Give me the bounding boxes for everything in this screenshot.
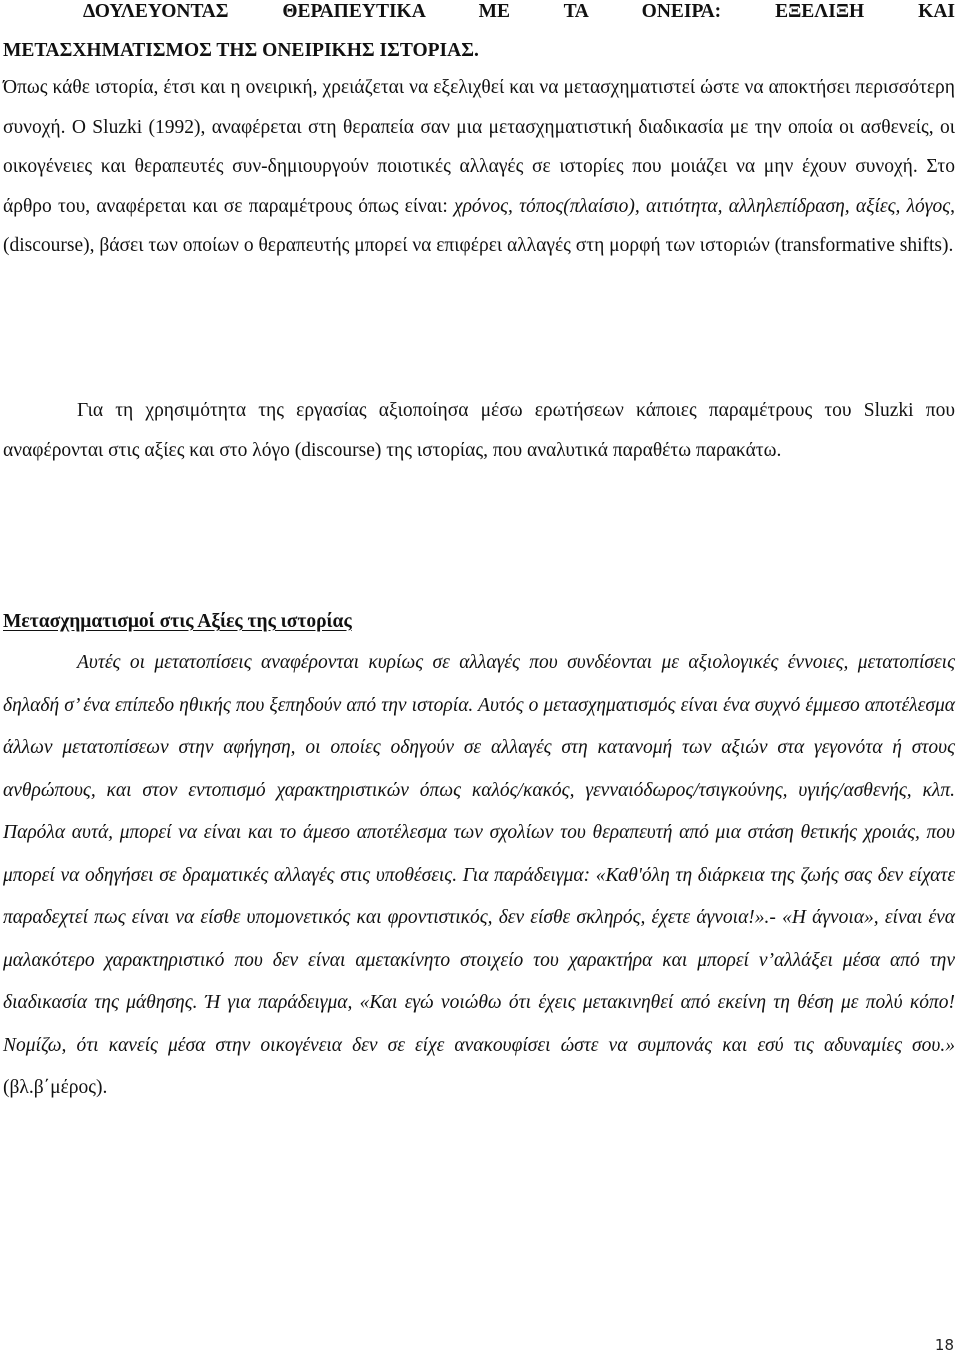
intro-text-end: , (discourse), βάσει των οποίων ο θεραπευτής μπορεί να επιφέρει αλλαγές στη μορφή των ιστοριών (transformative shifts). <box>3 195 955 257</box>
section-title <box>3 602 955 642</box>
intro-text-start: Όπως κάθε ιστορία, έτσι και η ονειρική, χρειάζεται να εξελιχθεί και να μετασχηματιστεί ώστε να αποκτήσει περισσότερη συνοχή. Ο Sluzki (1992), αναφέρεται στη θεραπεία σαν μια μετασχηματιστική διαδικασία με την οποία οι ασθενείς, οι οικογένειες και θεραπευτές συν-δημιουργούν ποιοτικές αλλαγές σε ιστορίες που μοιάζει να μην έχουν συνοχή. Στο άρθρο του, αναφέρεται και σε παραμέτρους όπως είναι: <box>3 77 955 217</box>
section-title-text: Μετασχηματισμοί στις Αξίες της ιστορίας <box>3 611 352 632</box>
intro-paragraph <box>3 68 955 266</box>
page-number: 18 <box>934 1336 954 1354</box>
chapter-heading-line-1: ΔΟΥΛΕΥΟΝΤΑΣ ΘΕΡΑΠΕΥΤΙΚΑ ΜΕ ΤΑ ΟΝΕΙΡΑ: ΕΞΕΛΙΞΗ ΚΑΙ <box>83 1 955 22</box>
values-paragraph <box>3 642 955 1110</box>
values-paragraph-reference: (βλ.β΄μέρος). <box>3 1077 108 1098</box>
intro-parameters-italic: χρόνος, τόπος(πλαίσιο), αιτιότητα, αλληλεπίδραση, αξίες, λόγος <box>453 195 951 217</box>
chapter-heading <box>3 0 955 68</box>
values-paragraph-italic: Αυτές οι μετατοπίσεις αναφέρονται κυρίως σε αλλαγές που συνδέονται με αξιολογικές έννοιες, μετατοπίσεις δηλαδή σ’ ένα επίπεδο ηθικής που ξεπηδούν από την ιστορία. Αυτός ο μετασχηματισμός είναι ένα συχνό έμμεσο αποτέλεσμα άλλων μετατοπίσεων στην αφήγηση, οι οποίες οδηγούν σε αλλαγές στη κατανομή των αξιών στα γεγονότα ή στους ανθρώπους, και στον εντοπισμό χαρακτηριστικών όπως καλός/κακός, γενναιόδωρος/τσιγκούνης, υγιής/ασθενής, κλπ. Παρόλα αυτά, μπορεί να είναι και το άμεσο αποτέλεσμα των σχολίων του θεραπευτή από μια στάση θετικής χροιάς, που μπορεί να οδηγήσει σε δραματικές αλλαγές στις υποθέσεις. Για παράδειγμα: «Καθ'όλη τη διάρκεια της ζωής σας δεν είχατε παραδεχτεί πως είναι να είσθε υπομονετικός και φροντιστικός, δεν είσθε σκληρός, έχετε άγνοια!».- «Η άγνοια», είναι ένα μαλακότερο χαρακτηριστικό που δεν είναι αμετακίνητο στοιχείο του χαρακτήρα και μπορεί ν’αλλάξει μέσα από την διαδικασία της μάθησης. Ή για παράδειγμα, «Και εγώ νοιώθω ότι έχεις μετακινηθεί από εκείνη τη θέση με πολύ κόπο! Νομίζω, ότι κανείς μέσα στην οικογένεια δεν σε είχε ανακουφίσει ώστε να συμπονάς και εσύ τις αδυναμίες σου.» <box>3 652 955 1056</box>
chapter-heading-line-2: ΜΕΤΑΣΧΗΜΑΤΙΣΜΟΣ ΤΗΣ ΟΝΕΙΡΙΚΗΣ ΙΣΤΟΡΙΑΣ. <box>3 40 479 61</box>
usage-paragraph: Για τη χρησιμότητα της εργασίας αξιοποίησα μέσω ερωτήσεων κάποιες παραμέτρους του Sluzki που αναφέρονται στις αξίες και στο λόγο (discourse) της ιστορίας, που αναλυτικά παραθέτω παρακάτω. <box>3 400 955 461</box>
